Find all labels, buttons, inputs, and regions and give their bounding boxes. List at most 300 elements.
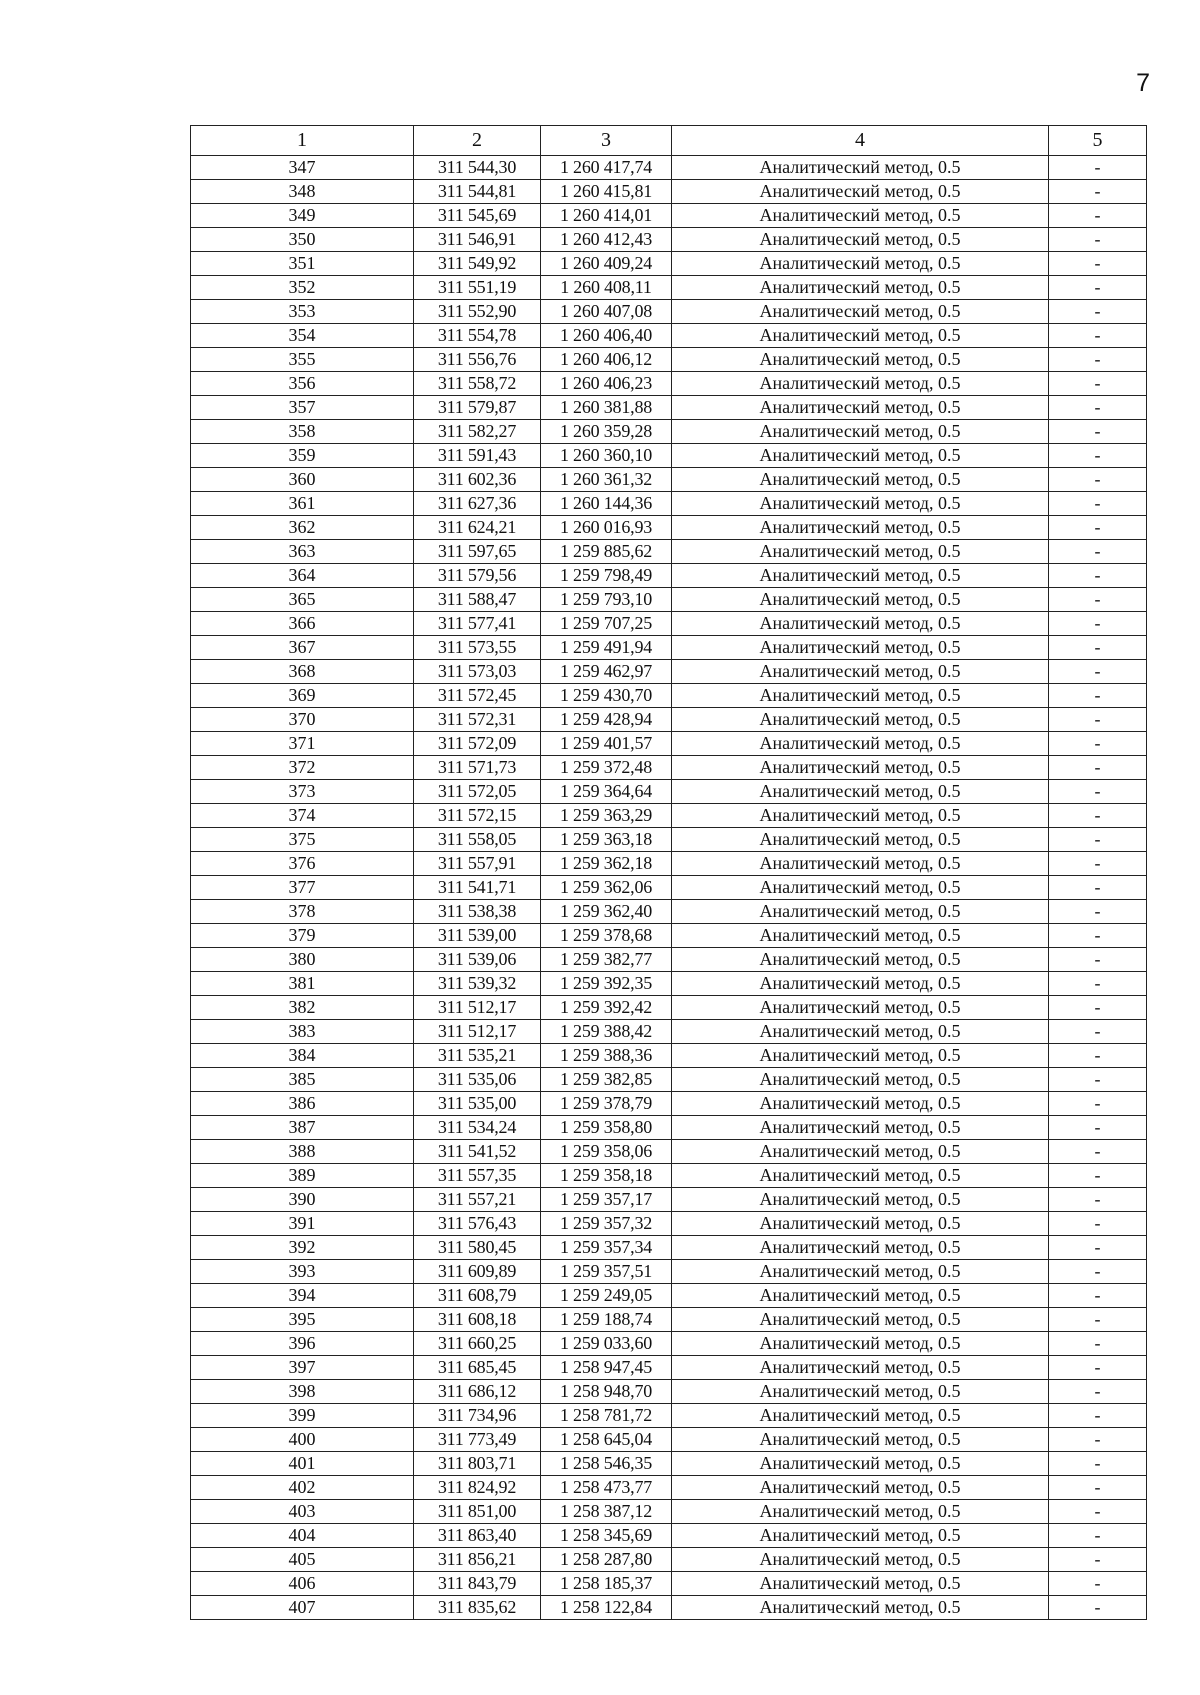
table-row: [191, 444, 1147, 468]
method-cell: Аналитический метод, 0.5: [672, 996, 1049, 1020]
note-cell: -: [1049, 612, 1147, 636]
x-coordinate-cell: 311 552,90: [414, 300, 541, 324]
x-coordinate-cell: 311 534,24: [414, 1116, 541, 1140]
y-coordinate-cell: 1 259 392,35: [541, 972, 672, 996]
x-coordinate-cell: 311 582,27: [414, 420, 541, 444]
point-number-cell: 351: [191, 252, 414, 276]
column-header: 4: [672, 126, 1049, 156]
x-coordinate-cell: 311 863,40: [414, 1524, 541, 1548]
note-cell: -: [1049, 900, 1147, 924]
method-cell: Аналитический метод, 0.5: [672, 1404, 1049, 1428]
y-coordinate-cell: 1 259 428,94: [541, 708, 672, 732]
method-cell: Аналитический метод, 0.5: [672, 1212, 1049, 1236]
method-cell: Аналитический метод, 0.5: [672, 1500, 1049, 1524]
x-coordinate-cell: 311 572,09: [414, 732, 541, 756]
column-header: 2: [414, 126, 541, 156]
note-cell: -: [1049, 1356, 1147, 1380]
y-coordinate-cell: 1 259 491,94: [541, 636, 672, 660]
point-number-cell: 377: [191, 876, 414, 900]
y-coordinate-cell: 1 259 357,34: [541, 1236, 672, 1260]
note-cell: -: [1049, 948, 1147, 972]
note-cell: -: [1049, 1452, 1147, 1476]
point-number-cell: 407: [191, 1596, 414, 1620]
x-coordinate-cell: 311 573,55: [414, 636, 541, 660]
table-row: [191, 660, 1147, 684]
x-coordinate-cell: 311 557,91: [414, 852, 541, 876]
point-number-cell: 348: [191, 180, 414, 204]
note-cell: -: [1049, 1476, 1147, 1500]
x-coordinate-cell: 311 580,45: [414, 1236, 541, 1260]
x-coordinate-cell: 311 558,05: [414, 828, 541, 852]
column-header: 3: [541, 126, 672, 156]
x-coordinate-cell: 311 512,17: [414, 996, 541, 1020]
note-cell: -: [1049, 1044, 1147, 1068]
y-coordinate-cell: 1 260 414,01: [541, 204, 672, 228]
point-number-cell: 366: [191, 612, 414, 636]
y-coordinate-cell: 1 259 363,18: [541, 828, 672, 852]
note-cell: -: [1049, 396, 1147, 420]
x-coordinate-cell: 311 571,73: [414, 756, 541, 780]
method-cell: Аналитический метод, 0.5: [672, 1452, 1049, 1476]
note-cell: -: [1049, 972, 1147, 996]
x-coordinate-cell: 311 539,32: [414, 972, 541, 996]
y-coordinate-cell: 1 259 033,60: [541, 1332, 672, 1356]
method-cell: Аналитический метод, 0.5: [672, 828, 1049, 852]
x-coordinate-cell: 311 597,65: [414, 540, 541, 564]
method-cell: Аналитический метод, 0.5: [672, 468, 1049, 492]
table-row: [191, 1404, 1147, 1428]
method-cell: Аналитический метод, 0.5: [672, 1140, 1049, 1164]
point-number-cell: 384: [191, 1044, 414, 1068]
x-coordinate-cell: 311 835,62: [414, 1596, 541, 1620]
method-cell: Аналитический метод, 0.5: [672, 1260, 1049, 1284]
method-cell: Аналитический метод, 0.5: [672, 1380, 1049, 1404]
point-number-cell: 367: [191, 636, 414, 660]
method-cell: Аналитический метод, 0.5: [672, 1548, 1049, 1572]
point-number-cell: 359: [191, 444, 414, 468]
note-cell: -: [1049, 708, 1147, 732]
point-number-cell: 360: [191, 468, 414, 492]
x-coordinate-cell: 311 558,72: [414, 372, 541, 396]
method-cell: Аналитический метод, 0.5: [672, 300, 1049, 324]
method-cell: Аналитический метод, 0.5: [672, 1164, 1049, 1188]
x-coordinate-cell: 311 541,52: [414, 1140, 541, 1164]
y-coordinate-cell: 1 259 885,62: [541, 540, 672, 564]
point-number-cell: 397: [191, 1356, 414, 1380]
method-cell: Аналитический метод, 0.5: [672, 1188, 1049, 1212]
table-row: [191, 1164, 1147, 1188]
note-cell: -: [1049, 804, 1147, 828]
y-coordinate-cell: 1 259 357,51: [541, 1260, 672, 1284]
note-cell: -: [1049, 1164, 1147, 1188]
x-coordinate-cell: 311 660,25: [414, 1332, 541, 1356]
point-number-cell: 365: [191, 588, 414, 612]
x-coordinate-cell: 311 856,21: [414, 1548, 541, 1572]
point-number-cell: 406: [191, 1572, 414, 1596]
x-coordinate-cell: 311 851,00: [414, 1500, 541, 1524]
method-cell: Аналитический метод, 0.5: [672, 852, 1049, 876]
table-row: [191, 876, 1147, 900]
table-row: [191, 1428, 1147, 1452]
page-number: 7: [1136, 69, 1150, 97]
method-cell: Аналитический метод, 0.5: [672, 804, 1049, 828]
method-cell: Аналитический метод, 0.5: [672, 1236, 1049, 1260]
table-row: [191, 1212, 1147, 1236]
point-number-cell: 356: [191, 372, 414, 396]
table-row: [191, 1500, 1147, 1524]
table-row: [191, 1476, 1147, 1500]
note-cell: -: [1049, 732, 1147, 756]
table-row: [191, 996, 1147, 1020]
x-coordinate-cell: 311 734,96: [414, 1404, 541, 1428]
method-cell: Аналитический метод, 0.5: [672, 1332, 1049, 1356]
column-header: 1: [191, 126, 414, 156]
table-row: [191, 780, 1147, 804]
method-cell: Аналитический метод, 0.5: [672, 900, 1049, 924]
x-coordinate-cell: 311 556,76: [414, 348, 541, 372]
note-cell: -: [1049, 180, 1147, 204]
table-row: [191, 180, 1147, 204]
y-coordinate-cell: 1 259 378,68: [541, 924, 672, 948]
x-coordinate-cell: 311 535,00: [414, 1092, 541, 1116]
method-cell: Аналитический метод, 0.5: [672, 636, 1049, 660]
method-cell: Аналитический метод, 0.5: [672, 660, 1049, 684]
y-coordinate-cell: 1 259 430,70: [541, 684, 672, 708]
table-row: [191, 1356, 1147, 1380]
table-row: [191, 900, 1147, 924]
note-cell: -: [1049, 156, 1147, 180]
method-cell: Аналитический метод, 0.5: [672, 1572, 1049, 1596]
method-cell: Аналитический метод, 0.5: [672, 924, 1049, 948]
y-coordinate-cell: 1 260 359,28: [541, 420, 672, 444]
table-row: [191, 228, 1147, 252]
x-coordinate-cell: 311 551,19: [414, 276, 541, 300]
y-coordinate-cell: 1 260 016,93: [541, 516, 672, 540]
table-row: [191, 1332, 1147, 1356]
coordinates-table: [190, 125, 1147, 1620]
method-cell: Аналитический метод, 0.5: [672, 1356, 1049, 1380]
point-number-cell: 361: [191, 492, 414, 516]
note-cell: -: [1049, 876, 1147, 900]
x-coordinate-cell: 311 686,12: [414, 1380, 541, 1404]
point-number-cell: 400: [191, 1428, 414, 1452]
method-cell: Аналитический метод, 0.5: [672, 180, 1049, 204]
y-coordinate-cell: 1 259 188,74: [541, 1308, 672, 1332]
y-coordinate-cell: 1 259 362,18: [541, 852, 672, 876]
x-coordinate-cell: 311 535,21: [414, 1044, 541, 1068]
y-coordinate-cell: 1 259 357,32: [541, 1212, 672, 1236]
note-cell: -: [1049, 780, 1147, 804]
y-coordinate-cell: 1 259 358,80: [541, 1116, 672, 1140]
x-coordinate-cell: 311 608,18: [414, 1308, 541, 1332]
table-row: [191, 1044, 1147, 1068]
y-coordinate-cell: 1 260 412,43: [541, 228, 672, 252]
point-number-cell: 376: [191, 852, 414, 876]
y-coordinate-cell: 1 259 358,18: [541, 1164, 672, 1188]
note-cell: -: [1049, 1332, 1147, 1356]
point-number-cell: 383: [191, 1020, 414, 1044]
method-cell: Аналитический метод, 0.5: [672, 756, 1049, 780]
x-coordinate-cell: 311 572,15: [414, 804, 541, 828]
x-coordinate-cell: 311 573,03: [414, 660, 541, 684]
y-coordinate-cell: 1 260 381,88: [541, 396, 672, 420]
table-row: [191, 516, 1147, 540]
point-number-cell: 399: [191, 1404, 414, 1428]
note-cell: -: [1049, 1428, 1147, 1452]
y-coordinate-cell: 1 260 360,10: [541, 444, 672, 468]
point-number-cell: 350: [191, 228, 414, 252]
x-coordinate-cell: 311 685,45: [414, 1356, 541, 1380]
note-cell: -: [1049, 420, 1147, 444]
method-cell: Аналитический метод, 0.5: [672, 876, 1049, 900]
x-coordinate-cell: 311 572,05: [414, 780, 541, 804]
method-cell: Аналитический метод, 0.5: [672, 492, 1049, 516]
method-cell: Аналитический метод, 0.5: [672, 1092, 1049, 1116]
note-cell: -: [1049, 252, 1147, 276]
table-row: [191, 1308, 1147, 1332]
table-row: [191, 1284, 1147, 1308]
method-cell: Аналитический метод, 0.5: [672, 204, 1049, 228]
point-number-cell: 362: [191, 516, 414, 540]
note-cell: -: [1049, 1500, 1147, 1524]
method-cell: Аналитический метод, 0.5: [672, 516, 1049, 540]
note-cell: -: [1049, 852, 1147, 876]
x-coordinate-cell: 311 579,56: [414, 564, 541, 588]
table-row: [191, 204, 1147, 228]
x-coordinate-cell: 311 541,71: [414, 876, 541, 900]
x-coordinate-cell: 311 579,87: [414, 396, 541, 420]
point-number-cell: 355: [191, 348, 414, 372]
point-number-cell: 374: [191, 804, 414, 828]
point-number-cell: 349: [191, 204, 414, 228]
point-number-cell: 378: [191, 900, 414, 924]
y-coordinate-cell: 1 260 406,12: [541, 348, 672, 372]
method-cell: Аналитический метод, 0.5: [672, 1428, 1049, 1452]
point-number-cell: 398: [191, 1380, 414, 1404]
x-coordinate-cell: 311 608,79: [414, 1284, 541, 1308]
note-cell: -: [1049, 684, 1147, 708]
method-cell: Аналитический метод, 0.5: [672, 1116, 1049, 1140]
method-cell: Аналитический метод, 0.5: [672, 564, 1049, 588]
y-coordinate-cell: 1 259 358,06: [541, 1140, 672, 1164]
note-cell: -: [1049, 588, 1147, 612]
note-cell: -: [1049, 660, 1147, 684]
method-cell: Аналитический метод, 0.5: [672, 1068, 1049, 1092]
point-number-cell: 405: [191, 1548, 414, 1572]
table-body: [191, 156, 1147, 1620]
point-number-cell: 370: [191, 708, 414, 732]
method-cell: Аналитический метод, 0.5: [672, 396, 1049, 420]
note-cell: -: [1049, 204, 1147, 228]
note-cell: -: [1049, 1212, 1147, 1236]
point-number-cell: 393: [191, 1260, 414, 1284]
x-coordinate-cell: 311 843,79: [414, 1572, 541, 1596]
method-cell: Аналитический метод, 0.5: [672, 1284, 1049, 1308]
method-cell: Аналитический метод, 0.5: [672, 1020, 1049, 1044]
y-coordinate-cell: 1 260 409,24: [541, 252, 672, 276]
method-cell: Аналитический метод, 0.5: [672, 324, 1049, 348]
table-row: [191, 420, 1147, 444]
method-cell: Аналитический метод, 0.5: [672, 156, 1049, 180]
x-coordinate-cell: 311 591,43: [414, 444, 541, 468]
x-coordinate-cell: 311 577,41: [414, 612, 541, 636]
table-row: [191, 540, 1147, 564]
y-coordinate-cell: 1 258 546,35: [541, 1452, 672, 1476]
note-cell: -: [1049, 1572, 1147, 1596]
note-cell: -: [1049, 924, 1147, 948]
point-number-cell: 385: [191, 1068, 414, 1092]
note-cell: -: [1049, 1260, 1147, 1284]
table-row: [191, 588, 1147, 612]
point-number-cell: 401: [191, 1452, 414, 1476]
point-number-cell: 379: [191, 924, 414, 948]
x-coordinate-cell: 311 538,38: [414, 900, 541, 924]
point-number-cell: 394: [191, 1284, 414, 1308]
point-number-cell: 375: [191, 828, 414, 852]
note-cell: -: [1049, 1308, 1147, 1332]
table-row: [191, 1140, 1147, 1164]
table-row: [191, 1548, 1147, 1572]
y-coordinate-cell: 1 259 707,25: [541, 612, 672, 636]
note-cell: -: [1049, 372, 1147, 396]
y-coordinate-cell: 1 259 249,05: [541, 1284, 672, 1308]
table-row: [191, 1188, 1147, 1212]
note-cell: -: [1049, 1404, 1147, 1428]
y-coordinate-cell: 1 258 645,04: [541, 1428, 672, 1452]
point-number-cell: 371: [191, 732, 414, 756]
table-row: [191, 1020, 1147, 1044]
method-cell: Аналитический метод, 0.5: [672, 228, 1049, 252]
table-row: [191, 1596, 1147, 1620]
x-coordinate-cell: 311 535,06: [414, 1068, 541, 1092]
y-coordinate-cell: 1 258 287,80: [541, 1548, 672, 1572]
method-cell: Аналитический метод, 0.5: [672, 732, 1049, 756]
table-row: [191, 348, 1147, 372]
table-row: [191, 612, 1147, 636]
y-coordinate-cell: 1 259 392,42: [541, 996, 672, 1020]
x-coordinate-cell: 311 773,49: [414, 1428, 541, 1452]
note-cell: -: [1049, 1380, 1147, 1404]
table-row: [191, 1452, 1147, 1476]
note-cell: -: [1049, 1236, 1147, 1260]
note-cell: -: [1049, 228, 1147, 252]
y-coordinate-cell: 1 259 362,06: [541, 876, 672, 900]
note-cell: -: [1049, 1284, 1147, 1308]
y-coordinate-cell: 1 260 417,74: [541, 156, 672, 180]
point-number-cell: 372: [191, 756, 414, 780]
point-number-cell: 404: [191, 1524, 414, 1548]
table-row: [191, 852, 1147, 876]
x-coordinate-cell: 311 539,06: [414, 948, 541, 972]
y-coordinate-cell: 1 259 401,57: [541, 732, 672, 756]
method-cell: Аналитический метод, 0.5: [672, 1476, 1049, 1500]
y-coordinate-cell: 1 258 185,37: [541, 1572, 672, 1596]
y-coordinate-cell: 1 259 364,64: [541, 780, 672, 804]
y-coordinate-cell: 1 259 798,49: [541, 564, 672, 588]
table-row: [191, 1116, 1147, 1140]
point-number-cell: 382: [191, 996, 414, 1020]
note-cell: -: [1049, 1116, 1147, 1140]
x-coordinate-cell: 311 803,71: [414, 1452, 541, 1476]
note-cell: -: [1049, 1524, 1147, 1548]
y-coordinate-cell: 1 259 462,97: [541, 660, 672, 684]
y-coordinate-cell: 1 260 361,32: [541, 468, 672, 492]
method-cell: Аналитический метод, 0.5: [672, 276, 1049, 300]
table-row: [191, 1092, 1147, 1116]
y-coordinate-cell: 1 260 407,08: [541, 300, 672, 324]
note-cell: -: [1049, 1020, 1147, 1044]
note-cell: -: [1049, 828, 1147, 852]
method-cell: Аналитический метод, 0.5: [672, 780, 1049, 804]
x-coordinate-cell: 311 572,31: [414, 708, 541, 732]
table-row: [191, 636, 1147, 660]
column-header: 5: [1049, 126, 1147, 156]
y-coordinate-cell: 1 259 793,10: [541, 588, 672, 612]
method-cell: Аналитический метод, 0.5: [672, 972, 1049, 996]
y-coordinate-cell: 1 258 947,45: [541, 1356, 672, 1380]
table-row: [191, 1260, 1147, 1284]
table-row: [191, 804, 1147, 828]
y-coordinate-cell: 1 259 363,29: [541, 804, 672, 828]
note-cell: -: [1049, 444, 1147, 468]
note-cell: -: [1049, 996, 1147, 1020]
method-cell: Аналитический метод, 0.5: [672, 948, 1049, 972]
y-coordinate-cell: 1 259 382,77: [541, 948, 672, 972]
point-number-cell: 358: [191, 420, 414, 444]
y-coordinate-cell: 1 259 388,36: [541, 1044, 672, 1068]
method-cell: Аналитический метод, 0.5: [672, 444, 1049, 468]
note-cell: -: [1049, 540, 1147, 564]
table-row: [191, 372, 1147, 396]
point-number-cell: 392: [191, 1236, 414, 1260]
method-cell: Аналитический метод, 0.5: [672, 540, 1049, 564]
note-cell: -: [1049, 324, 1147, 348]
x-coordinate-cell: 311 824,92: [414, 1476, 541, 1500]
note-cell: -: [1049, 1140, 1147, 1164]
point-number-cell: 357: [191, 396, 414, 420]
point-number-cell: 364: [191, 564, 414, 588]
y-coordinate-cell: 1 258 387,12: [541, 1500, 672, 1524]
note-cell: -: [1049, 1092, 1147, 1116]
table-row: [191, 972, 1147, 996]
table-row: [191, 300, 1147, 324]
x-coordinate-cell: 311 557,35: [414, 1164, 541, 1188]
y-coordinate-cell: 1 258 948,70: [541, 1380, 672, 1404]
note-cell: -: [1049, 1596, 1147, 1620]
table-row: [191, 468, 1147, 492]
note-cell: -: [1049, 468, 1147, 492]
table-row: [191, 156, 1147, 180]
table-row: [191, 1380, 1147, 1404]
x-coordinate-cell: 311 624,21: [414, 516, 541, 540]
y-coordinate-cell: 1 259 388,42: [541, 1020, 672, 1044]
note-cell: -: [1049, 1068, 1147, 1092]
y-coordinate-cell: 1 259 362,40: [541, 900, 672, 924]
table-row: [191, 1524, 1147, 1548]
method-cell: Аналитический метод, 0.5: [672, 420, 1049, 444]
x-coordinate-cell: 311 512,17: [414, 1020, 541, 1044]
note-cell: -: [1049, 348, 1147, 372]
table-row: [191, 948, 1147, 972]
table-row: [191, 492, 1147, 516]
x-coordinate-cell: 311 545,69: [414, 204, 541, 228]
method-cell: Аналитический метод, 0.5: [672, 1044, 1049, 1068]
x-coordinate-cell: 311 546,91: [414, 228, 541, 252]
point-number-cell: 368: [191, 660, 414, 684]
x-coordinate-cell: 311 576,43: [414, 1212, 541, 1236]
point-number-cell: 395: [191, 1308, 414, 1332]
x-coordinate-cell: 311 554,78: [414, 324, 541, 348]
